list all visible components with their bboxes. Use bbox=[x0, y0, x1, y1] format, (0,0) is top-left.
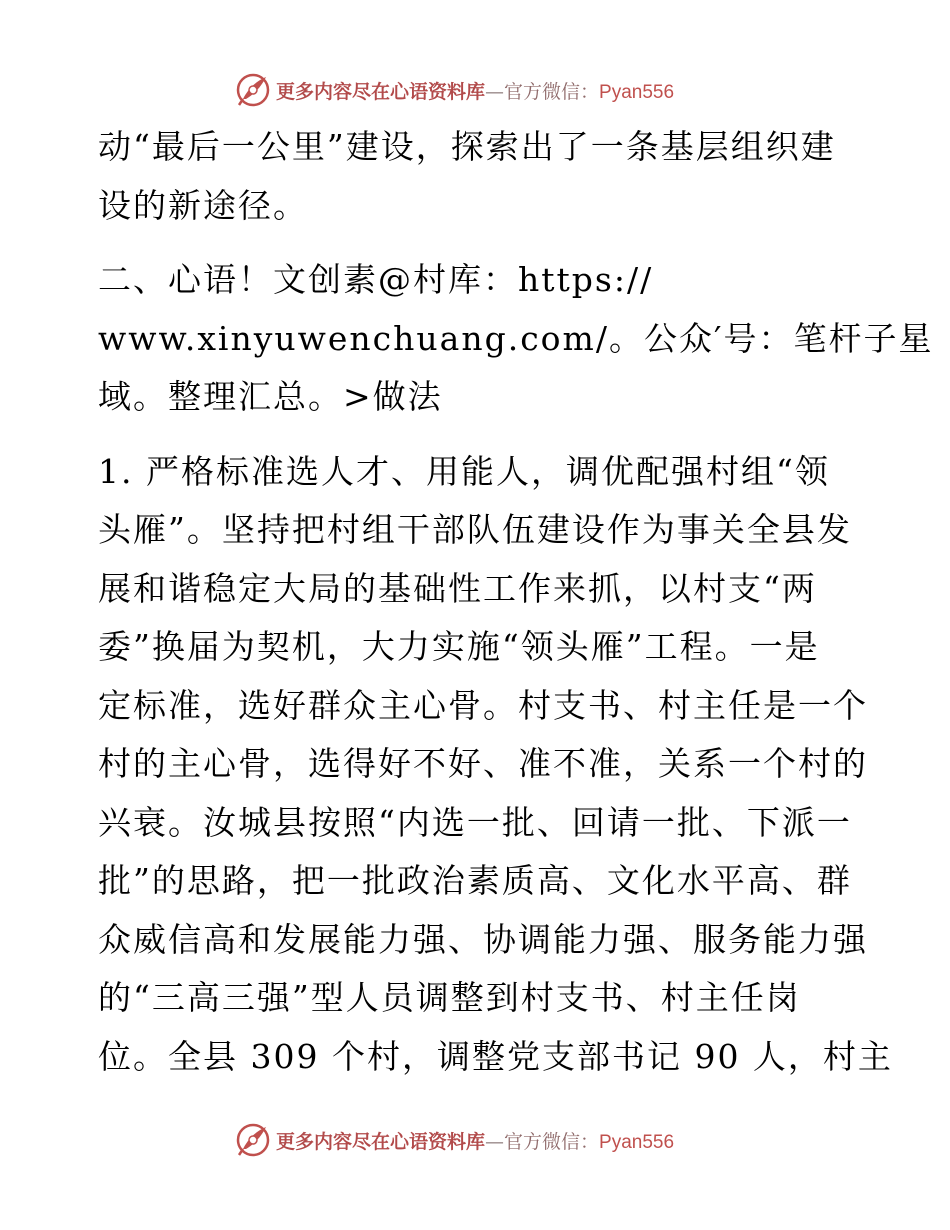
watermark-separator: — bbox=[485, 80, 505, 103]
watermark-label: 官方微信： bbox=[504, 1130, 600, 1153]
text-line: 1. 严格标准选人才、用能人，调优配强村组“领 bbox=[98, 451, 830, 491]
text-line: 位。全县 309 个村，调整党支部书记 90 人，村主 bbox=[98, 1036, 893, 1076]
text-line: 定标准，选好群众主心骨。村支书、村主任是一个 bbox=[98, 685, 868, 725]
document-body bbox=[98, 118, 934, 1086]
paragraph bbox=[98, 443, 893, 1087]
watermark-handle: Pyan556 bbox=[599, 1131, 675, 1153]
text-line: 头雁”。坚持把村组干部队伍建设作为事关全县发 bbox=[98, 510, 852, 549]
watermark-main-text: 更多内容尽在心语资料库 bbox=[276, 1130, 486, 1153]
watermark-text bbox=[276, 77, 674, 104]
text-line: 设的新途径。 bbox=[98, 185, 308, 225]
paragraph bbox=[98, 118, 858, 235]
watermark-handle: Pyan556 bbox=[599, 81, 675, 103]
paragraph bbox=[98, 251, 934, 427]
feather-pen-logo-icon bbox=[234, 71, 272, 109]
text-line: 的“三高三强”型人员调整到村支书、村主任岗 bbox=[98, 978, 801, 1017]
watermark-label: 官方微信： bbox=[504, 80, 600, 103]
feather-pen-logo-icon bbox=[234, 1121, 272, 1159]
text-line: 二、心语！文创素@村库：https:// bbox=[98, 260, 654, 299]
text-line: 域。整理汇总。>做法 bbox=[98, 377, 443, 416]
header-watermark-banner bbox=[234, 70, 714, 110]
text-line: 村的主心骨，选得好不好、准不准，关系一个村的 bbox=[98, 744, 868, 783]
text-line: 展和谐稳定大局的基础性工作来抓，以村支“两 bbox=[98, 568, 817, 608]
text-line: 委”换届为契机，大力实施“领头雁”工程。一是 bbox=[98, 627, 820, 666]
text-line: 动“最后一公里”建设，探索出了一条基层组织建 bbox=[98, 127, 836, 166]
watermark-separator: — bbox=[485, 1130, 505, 1153]
watermark-main-text: 更多内容尽在心语资料库 bbox=[276, 80, 486, 103]
text-line: 众威信高和发展能力强、协调能力强、服务能力强 bbox=[98, 919, 868, 959]
text-line: 批”的思路，把一批政治素质高、文化水平高、群 bbox=[98, 861, 852, 900]
text-line: 兴衰。汝城县按照“内选一批、回请一批、下派一 bbox=[98, 802, 852, 842]
watermark-text bbox=[276, 1127, 674, 1154]
text-line: www.xinyuwenchuang.com/。公众′号：笔杆子星 bbox=[98, 318, 934, 358]
footer-watermark-banner bbox=[234, 1120, 714, 1160]
